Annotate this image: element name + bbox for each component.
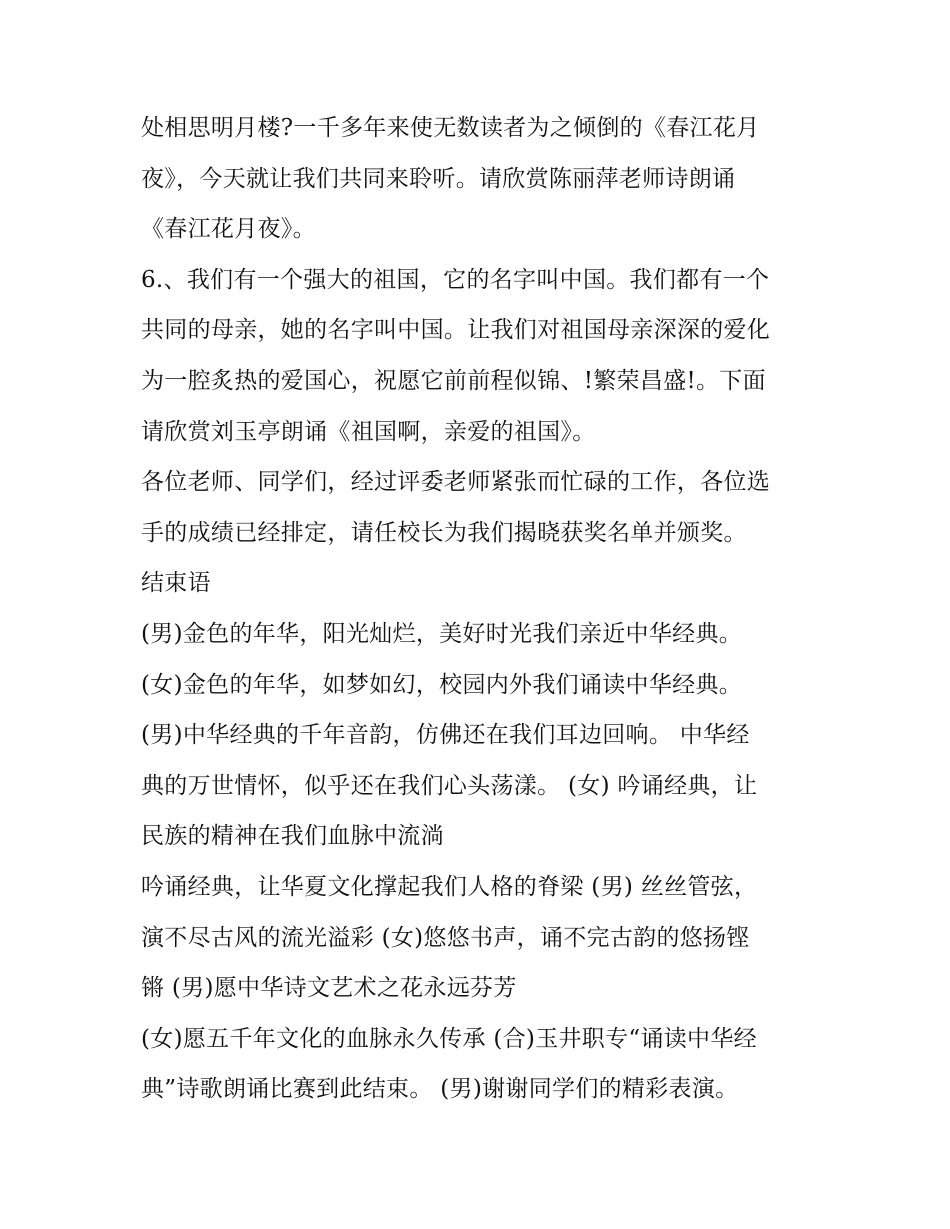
text-line: 民族的精神在我们血脉中流淌 (141, 823, 444, 850)
text-line: 典的万世情怀，似乎还在我们心头荡漾。 (女) 吟诵经典，让 (141, 772, 758, 799)
text-line: 夜》，今天就让我们共同来聆听。请欣赏陈丽萍老师诗朗诵 (141, 165, 736, 192)
text-line: 6.、我们有一个强大的祖国，它的名字叫中国。我们都有一个 (141, 266, 770, 293)
text-line: (女)金色的年华，如梦如幻，校园内外我们诵读中华经典。 (141, 671, 743, 698)
text-line: 典”诗歌朗诵比赛到此结束。 (男)谢谢同学们的精彩表演。 (141, 1076, 739, 1103)
text-line: (男)中华经典的千年音韵，仿佛还在我们耳边回响。 中华经 (141, 722, 750, 749)
text-line: 处相思明月楼?一千多年来使无数读者为之倾倒的《春江花月 (141, 115, 760, 141)
text-line: 共同的母亲，她的名字叫中国。让我们对祖国母亲深深的爱化 (141, 317, 771, 344)
text-line: 手的成绩已经排定，请任校长为我们揭晓获奖名单并颁奖。 (141, 519, 747, 546)
text-line: 演不尽古风的流光溢彩 (女)悠悠书声，诵不完古韵的悠扬铿 (141, 924, 750, 951)
text-line: 锵 (男)愿中华诗文艺术之花永远芬芳 (141, 975, 517, 1002)
section-heading: 结束语 (141, 570, 211, 597)
text-line: (男)金色的年华，阳光灿烂，美好时光我们亲近中华经典。 (141, 620, 743, 647)
text-line: 为一腔炙热的爱国心，祝愿它前前程似锦、!繁荣昌盛!。下面 (141, 367, 766, 394)
document-body (141, 103, 821, 1115)
text-line: 吟诵经典，让华夏文化撑起我们人格的脊梁 (男) 丝丝管弦， (141, 873, 758, 900)
text-line: 《春江花月夜》。 (141, 216, 316, 243)
text-line: 请欣赏刘玉亭朗诵《祖国啊，亲爱的祖国》。 (141, 418, 596, 445)
text-line: 各位老师、同学们，经过评委老师紧张而忙碌的工作，各位选 (141, 469, 771, 496)
text-line: (女)愿五千年文化的血脉永久传承 (合)玉井职专“诵读中华经 (141, 1025, 757, 1052)
